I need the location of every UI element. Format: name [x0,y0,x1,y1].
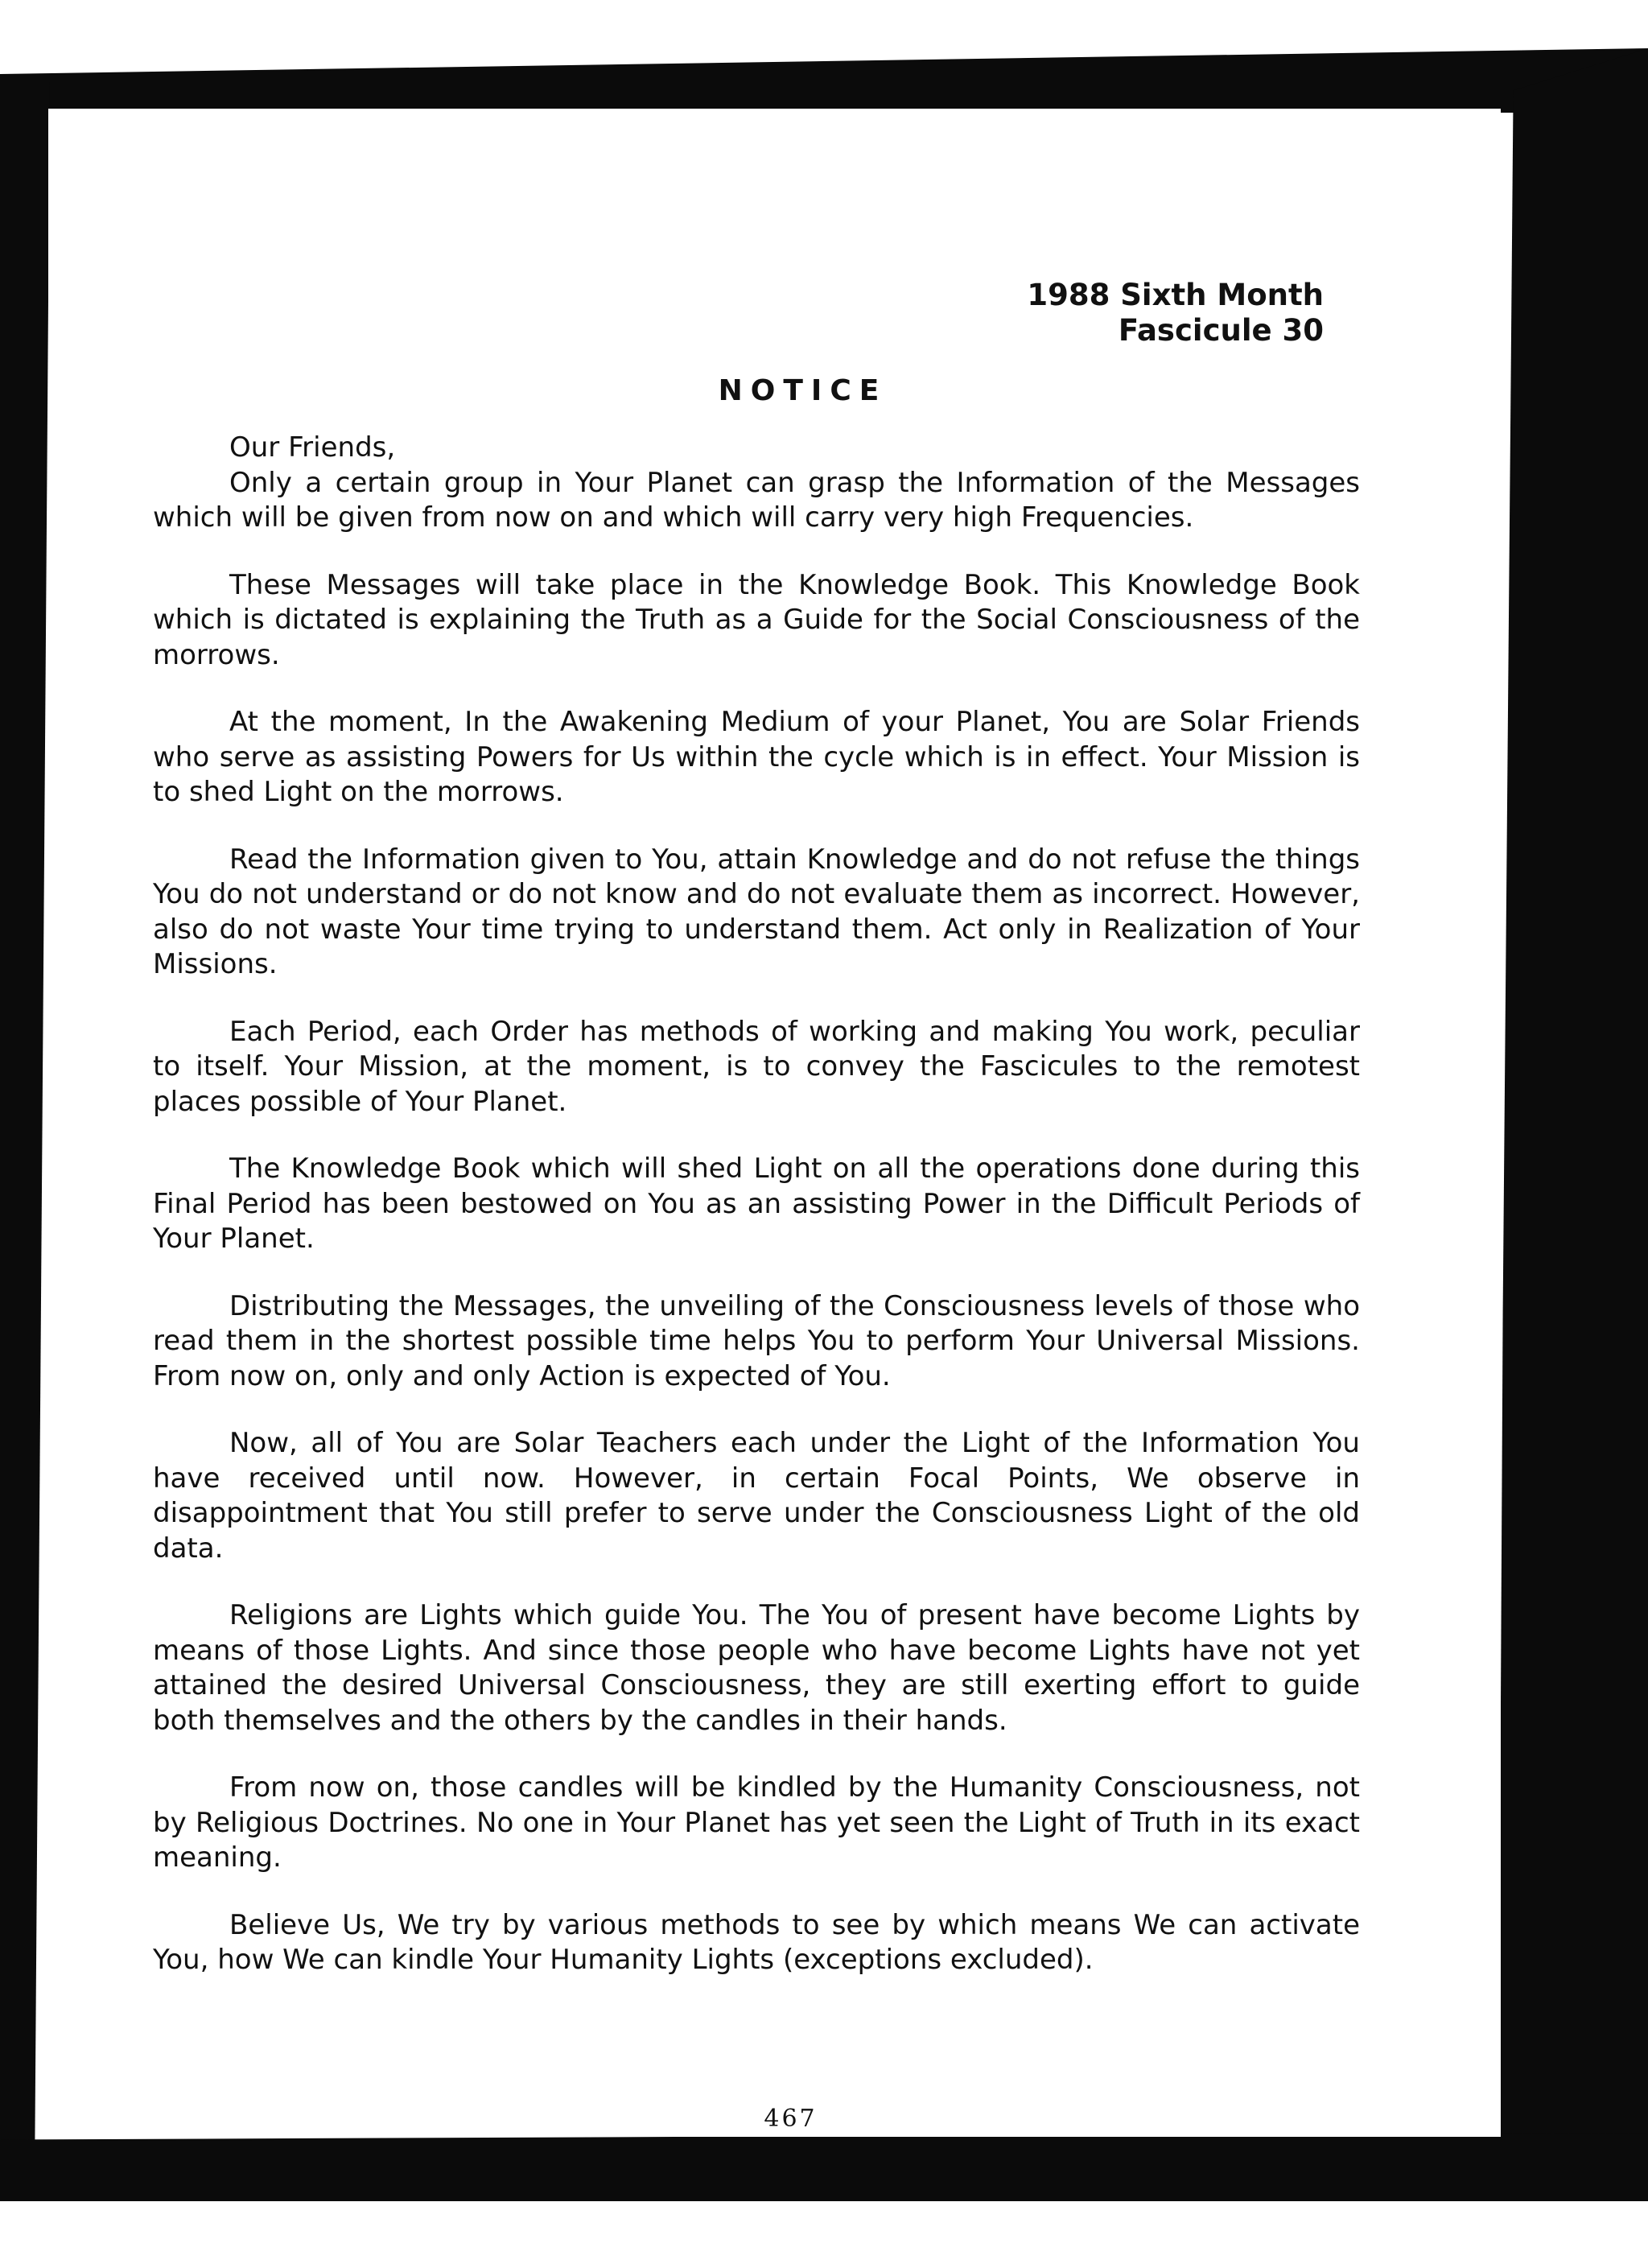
paragraph-9: Religions are Lights which guide You. The You of present have become Lights by means of those Lights. And since those people who have become Lights have not yet attained the desired Universal Consciousness, they are still exerting effort to guide both themselves and the others by the candles in their hands. [153,1599,1360,1737]
body-text [153,431,1360,2010]
greeting: Our Friends, [229,431,396,464]
paragraph-3: At the moment, In the Awakening Medium of your Planet, You are Solar Friends who serve as assisting Powers for Us within the cycle which is in effect. Your Mission is to shed Light on the morrows. [153,706,1360,808]
paragraph-4: Read the Information given to You, attain Knowledge and do not refuse the things You do not understand or do not know and do not evaluate them as incorrect. However, also do not waste Your time trying to understand them. Act only in Realization of Your Missions. [153,843,1360,980]
scan-border-bottom [0,2133,1648,2201]
paragraph-1: Only a certain group in Your Planet can grasp the Information of the Messages which will be given from now on and which will carry very high Frequencies. [153,466,1360,534]
paragraph-7: Distributing the Messages, the unveiling of the Consciousness levels of those who read them in the shortest possible time helps You to perform Your Universal Missions. From now on, only and only Action is expected of You. [153,1289,1360,1392]
header-fascicule: Fascicule 30 [1118,313,1324,348]
scan-border-right [1498,48,1648,2157]
scan-border-left [0,80,50,2141]
page-number: 467 [764,2105,818,2133]
page-header [1027,278,1324,348]
paragraph-11: Believe Us, We try by various methods to see by which means We can activate You, how We can kindle Your Humanity Lights (exceptions excluded). [153,1908,1360,1976]
document-page [48,109,1501,2137]
paragraph-5: Each Period, each Order has methods of working and making You work, peculiar to itself. Your Mission, at the moment, is to convey the Fascicules to the remotest places possible of Your Planet. [153,1015,1360,1118]
scan-margin-bottom [0,2201,1648,2268]
page-title: NOTICE [718,374,888,407]
paragraph-6: The Knowledge Book which will shed Light on all the operations done during this Final Period has been bestowed on You as an assisting Power in the Difficult Periods of Your Planet. [153,1153,1360,1255]
header-date: 1988 Sixth Month [1027,278,1324,312]
paragraph-8: Now, all of You are Solar Teachers each under the Light of the Information You have received until now. However, in certain Focal Points, We observe in disappointment that You still prefer to serve under the Consciousness Light of the old data. [153,1427,1360,1565]
paragraph-2: These Messages will take place in the Knowledge Book. This Knowledge Book which is dictated is explaining the Truth as a Guide for the Social Consciousness of the morrows. [153,568,1360,671]
paragraph-10: From now on, those candles will be kindled by the Humanity Consciousness, not by Religious Doctrines. No one in Your Planet has yet seen the Light of Truth in its exact meaning. [153,1771,1360,1874]
